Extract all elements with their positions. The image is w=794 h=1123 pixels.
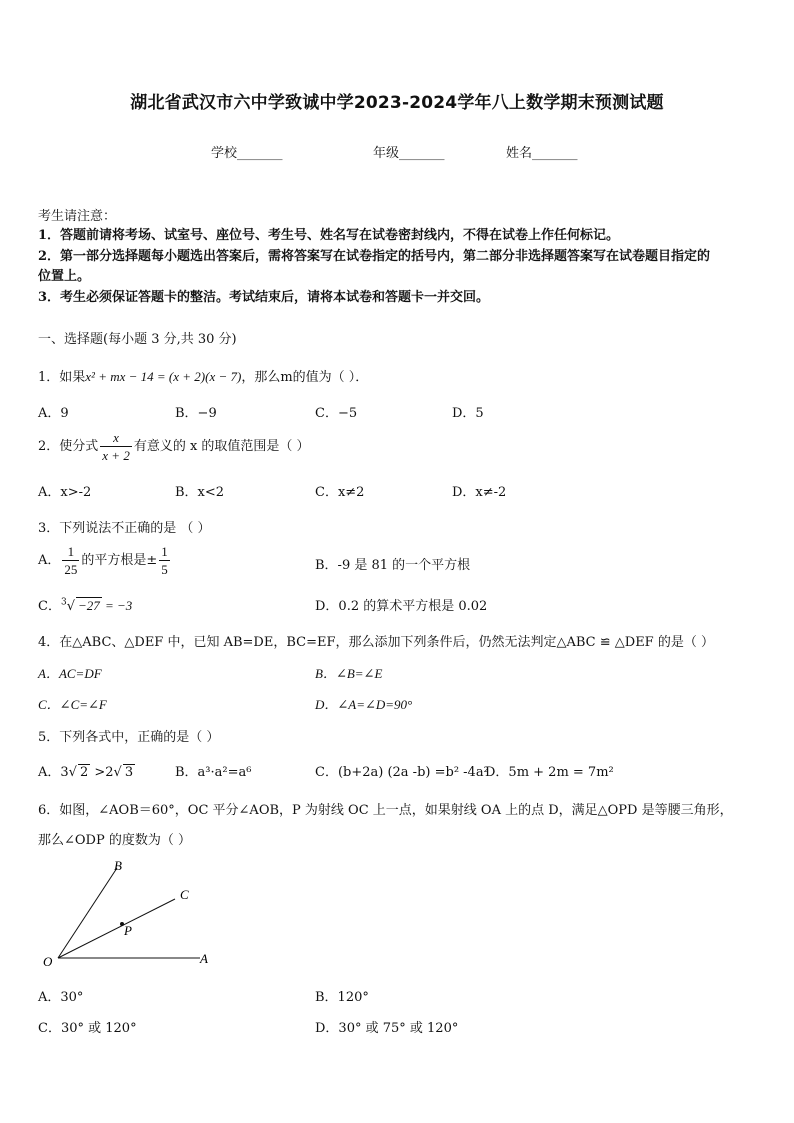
q6-option-d[interactable]: D．30° 或 75° 或 120° [315,1021,459,1036]
label-b: B [114,858,122,873]
q2-option-a[interactable]: A．x>-2 [38,485,92,500]
label-p: P [124,923,132,938]
question-5: 5．下列各式中，正确的是（ ） [38,730,220,745]
q4-option-b[interactable]: B．∠B=∠E [315,666,383,681]
notice-item-3: 3．考生必须保证答题卡的整洁。考试结束后，请将本试卷和答题卡一并交回。 [38,290,490,305]
q3-c-root-index: 3 [60,597,67,608]
q3-option-c[interactable] [38,595,132,614]
section-heading: 一、选择题(每小题 3 分,共 30 分) [38,332,237,347]
q3-option-d[interactable]: D．0.2 的算术平方根是 0.02 [315,599,488,614]
question-4: 4．在△ABC、△DEF 中，已知 AB=DE，BC=EF，那么添加下列条件后，仍然无法判定△ABC ≌ △DEF 的是（ ） [38,635,714,650]
q2-option-c[interactable]: C．x≠2 [315,485,365,500]
question-1 [38,366,368,385]
q3-option-a[interactable] [38,543,172,578]
q5-option-d[interactable]: D．5m + 2m = 7m² [485,765,614,780]
notice-item-2-cont: 位置上。 [38,269,91,284]
q3-option-b[interactable]: B．-9 是 81 的一个平方根 [315,558,471,573]
q3-a-den-1: 25 [64,562,78,577]
page-title: 湖北省武汉市六中学致诚中学2023-2024学年八上数学期末预测试题 [130,93,664,113]
q1-option-d[interactable]: D．5 [452,406,484,421]
q3-a-num-2: 1 [161,544,168,559]
q1-prefix: 1．如果 [38,370,86,385]
label-c: C [180,887,189,902]
q3-c-radicand: −27 [77,598,100,613]
q2-option-b[interactable]: B．x<2 [175,485,225,500]
q2-prefix: 2．使分式 [38,439,99,454]
notice-heading: 考生请注意： [38,209,117,224]
q2-numerator: x [100,429,132,447]
q5-option-b[interactable]: B．a³·a²=a⁶ [175,765,252,780]
q1-option-a[interactable]: A．9 [38,406,69,421]
q3-c-prefix: C． [38,599,61,614]
q2-denominator: x + 2 [102,448,130,463]
q2-option-d[interactable]: D．x≠-2 [452,485,507,500]
q3-a-fraction-1 [62,543,79,578]
q5-a-prefix: A．3 [38,765,69,780]
q5-option-a[interactable] [38,761,135,780]
label-a: A [200,951,208,966]
q1-option-c[interactable]: C．−5 [315,406,358,421]
q1-equation: x² + mx − 14 = (x + 2)(x − 7) [85,369,242,384]
name-field[interactable]: 姓名_______ [506,146,578,161]
q4-option-a[interactable]: A．AC=DF [38,666,102,681]
question-6-cont: 那么∠ODP 的度数为（ ） [38,833,191,848]
q1-option-b[interactable]: B．−9 [175,406,217,421]
radical-icon: √ [66,599,75,614]
q4-option-c[interactable]: C．∠C=∠F [38,697,107,712]
angle-figure [38,856,228,978]
q3-a-num-1: 1 [62,543,79,561]
school-field[interactable]: 学校_______ [211,146,283,161]
question-3: 3．下列说法不正确的是 （ ） [38,521,211,536]
q5-option-c[interactable]: C．(b+2a) (2a -b) =b² -4a² [315,765,489,780]
q5-a-mid: >2 [90,765,114,780]
notice-item-2: 2．第一部分选择题每小题选出答案后，需将答案写在试卷指定的括号内，第二部分非选择题答案写在试卷题目指定的 [38,249,711,264]
q3-a-prefix: A． [38,553,61,568]
q5-a-radicand-2: 3 [124,765,134,780]
notice-item-1: 1．答题前请将考场、试室号、座位号、考生号、姓名写在试卷密封线内，不得在试卷上作任何标记。 [38,228,620,243]
q3-c-suffix: = −3 [101,598,133,613]
q1-suffix: ，那么m的值为（ ）． [241,370,369,385]
q2-suffix: 有意义的 x 的取值范围是（ ） [133,439,310,454]
q4-option-d[interactable]: D．∠A=∠D=90° [315,697,413,712]
q6-option-c[interactable]: C．30° 或 120° [38,1021,137,1036]
q6-option-b[interactable]: B．120° [315,990,369,1005]
question-6: 6．如图，∠AOB＝60°，OC 平分∠AOB，P 为射线 OC 上一点，如果射线 OA 上的点 D，满足△OPD 是等腰三角形， [38,803,733,818]
q5-a-radicand-1: 2 [79,765,89,780]
radical-icon: √ [68,765,77,780]
q6-option-a[interactable]: A．30° [38,990,84,1005]
q2-fraction [100,429,132,464]
grade-field[interactable]: 年级_______ [373,146,445,161]
ray-ob [58,868,117,958]
q3-a-mid: 的平方根是± [81,553,158,568]
ray-oc [58,899,175,958]
label-o: O [43,954,53,969]
angle-diagram [38,856,228,974]
q3-a-fraction-2 [159,543,170,578]
question-2 [38,429,310,464]
q3-a-den-2: 5 [161,562,168,577]
radical-icon: √ [113,765,122,780]
